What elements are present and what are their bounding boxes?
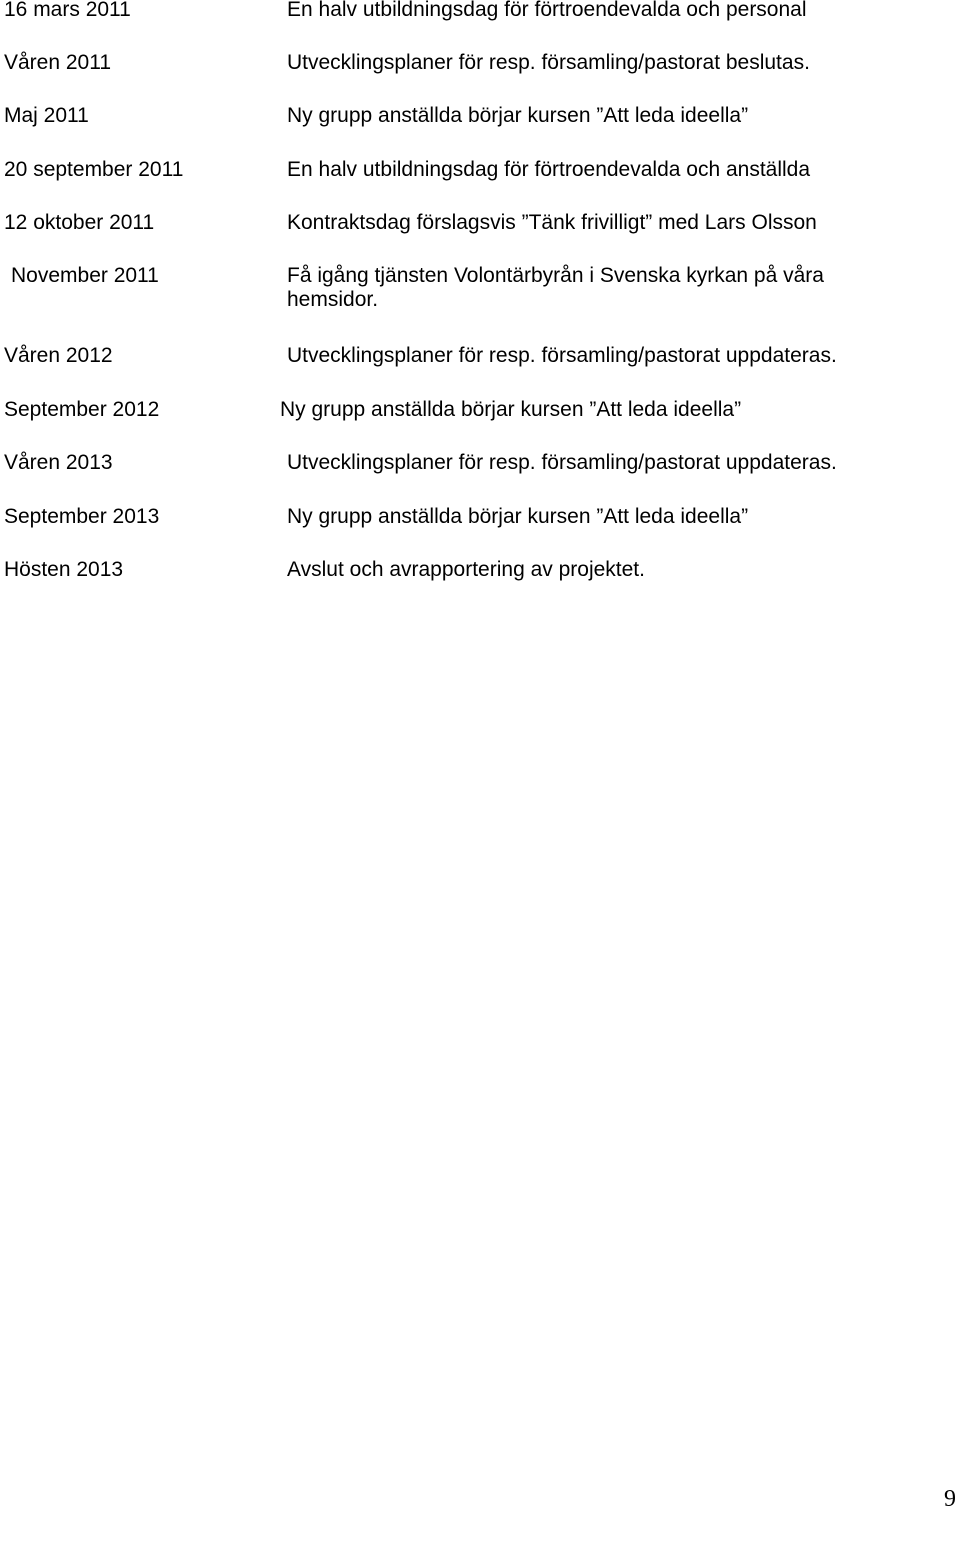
schedule-date: Våren 2013 xyxy=(4,451,113,474)
schedule-description: Utvecklingsplaner för resp. församling/pastorat uppdateras. xyxy=(287,451,837,474)
schedule-description: Kontraktsdag förslagsvis ”Tänk frivilligt” med Lars Olsson xyxy=(287,211,817,234)
schedule-description: Utvecklingsplaner för resp. församling/pastorat uppdateras. xyxy=(287,344,837,367)
schedule-date: Våren 2012 xyxy=(4,344,113,367)
schedule-description: Avslut och avrapportering av projektet. xyxy=(287,558,645,581)
schedule-description: Ny grupp anställda börjar kursen ”Att leda ideella” xyxy=(287,104,749,127)
page-number: 9 xyxy=(944,1486,956,1512)
schedule-description: En halv utbildningsdag för förtroendevalda och anställda xyxy=(287,158,811,181)
schedule-date: 20 september 2011 xyxy=(4,158,184,181)
schedule-date: September 2012 xyxy=(4,398,160,421)
schedule-date: 12 oktober 2011 xyxy=(4,211,155,234)
schedule-description: Utvecklingsplaner för resp. församling/pastorat beslutas. xyxy=(287,51,810,74)
schedule-description: Ny grupp anställda börjar kursen ”Att leda ideella” xyxy=(287,505,749,528)
schedule-date: Maj 2011 xyxy=(4,104,89,127)
schedule-date: November 2011 xyxy=(11,264,159,287)
schedule-date: 16 mars 2011 xyxy=(4,0,131,21)
schedule-description: En halv utbildningsdag för förtroendevalda och personal xyxy=(287,0,807,21)
schedule-description: Ny grupp anställda börjar kursen ”Att leda ideella” xyxy=(280,398,742,421)
schedule-description: Få igång tjänsten Volontärbyrån i Svenska kyrkan på våra hemsidor. xyxy=(287,264,824,311)
schedule-date: September 2013 xyxy=(4,505,160,528)
schedule-date: Hösten 2013 xyxy=(4,558,124,581)
schedule-date: Våren 2011 xyxy=(4,51,112,74)
